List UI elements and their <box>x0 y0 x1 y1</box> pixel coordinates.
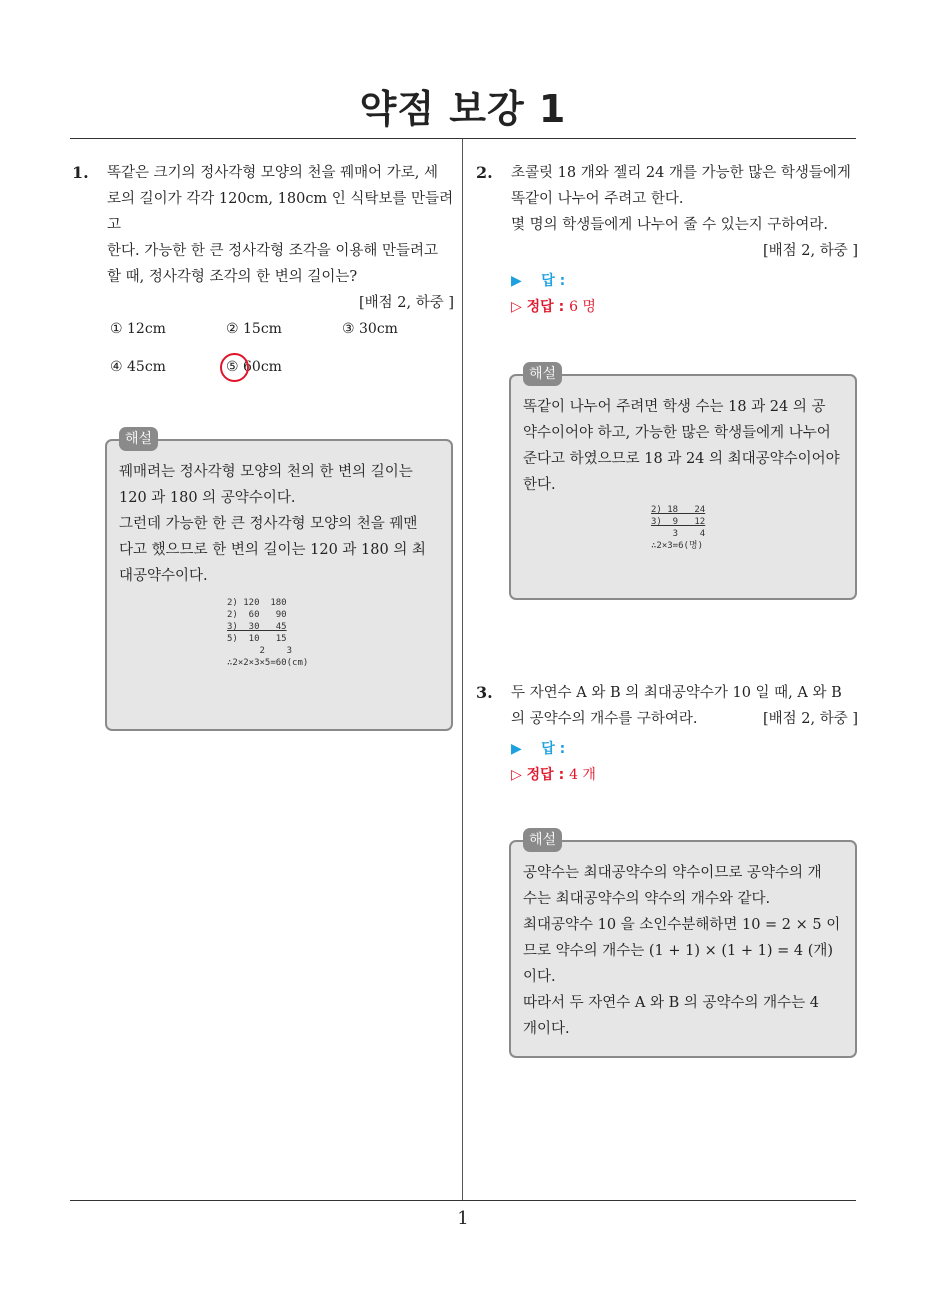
page-title: 약점 보강 1 <box>359 87 567 131</box>
bottom-divider <box>70 1200 856 1201</box>
explanation-box-1: 해설 꿰매려는 정사각형 모양의 천의 한 변의 길이는 120 과 180 의 공약수이다. 그런데 가능한 한 큰 정사각형 모양의 천을 꿰맨 다고 했으므로 한 변의 길이는 120 과 180 의 최 대공약수이다. 2) 120 180 2) 60 90 3) 30 45 5) 10 15 2 3 ∴2×2×3×5=60(cm) <box>105 439 453 731</box>
question-3 <box>476 680 858 788</box>
question-number: 1. <box>72 163 89 182</box>
answer-line: ▶ 답 : <box>511 273 566 289</box>
score-label: [배점 2, 하중 ] <box>762 243 858 259</box>
answer-area <box>511 268 858 320</box>
question-text: 두 자연수 A 와 B 의 최대공약수가 10 일 때, A 와 B 의 공약수의 개수를 구하여라. [배점 2, 하중 ] <box>511 680 858 732</box>
red-circle-icon <box>220 353 249 382</box>
play-arrow-icon: ▶ <box>511 273 522 289</box>
play-arrow-icon: ▶ <box>511 741 522 757</box>
explanation-tag: 해설 <box>119 427 158 451</box>
choice-5[interactable]: ⑤ 60cm <box>226 359 282 375</box>
question-number: 3. <box>476 683 493 702</box>
division-calculation: 2) 120 180 2) 60 90 3) 30 45 5) 10 15 2 3 ∴2×2×3×5=60(cm) <box>227 598 309 668</box>
explanation-tag: 해설 <box>523 828 562 852</box>
score-label: [배점 2, 하중 ] <box>358 295 454 311</box>
question-text: 똑같은 크기의 정사각형 모양의 천을 꿰매어 가로, 세 로의 길이가 각각 120cm, 180cm 인 식탁보를 만들려고 한다. 가능한 한 큰 정사각형 조각을 이용해 만들려고 할 때, 정사각형 조각의 한 변의 길이는? [배점 2, 하중 ] <box>107 160 454 316</box>
question-number: 2. <box>476 163 493 182</box>
correct-answer-line: ▷ 정답 : 6 명 <box>511 299 596 315</box>
explanation-box-2: 해설 똑같이 나누어 주려면 학생 수는 18 과 24 의 공 약수이어야 하고, 가능한 많은 학생들에게 나누어 준다고 하였으므로 18 과 24 의 최대공약수이어야 한다. 2) 18 24 3) 9 12 3 4 ∴2×3=6(명) <box>509 374 857 600</box>
question-text: 초콜릿 18 개와 젤리 24 개를 가능한 많은 학생들에게 똑같이 나누어 주려고 한다. 몇 명의 학생들에게 나누어 줄 수 있는지 구하여라. [배점 2, 하중 ] <box>511 160 858 264</box>
outline-arrow-icon: ▷ <box>511 299 522 315</box>
answer-area <box>511 736 858 788</box>
score-label: [배점 2, 하중 ] <box>762 711 858 727</box>
choice-1[interactable]: ① 12cm <box>110 321 166 337</box>
page-number: 1 <box>457 1208 469 1229</box>
correct-answer-value: 4 개 <box>569 767 596 783</box>
selected-choice-marker: ⑤ <box>226 359 239 375</box>
outline-arrow-icon: ▷ <box>511 767 522 783</box>
top-divider <box>70 138 856 139</box>
correct-answer-line: ▷ 정답 : 4 개 <box>511 767 596 783</box>
choice-4[interactable]: ④ 45cm <box>110 359 166 375</box>
division-calculation: 2) 18 24 3) 9 12 3 4 ∴2×3=6(명) <box>651 505 706 551</box>
choice-3[interactable]: ③ 30cm <box>342 321 398 337</box>
answer-line: ▶ 답 : <box>511 741 566 757</box>
question-1 <box>72 160 454 316</box>
column-divider <box>462 139 463 1201</box>
choice-2[interactable]: ② 15cm <box>226 321 282 337</box>
explanation-box-3: 해설 공약수는 최대공약수의 약수이므로 공약수의 개 수는 최대공약수의 약수의 개수와 같다. 최대공약수 10 을 소인수분해하면 10 = 2 × 5 이 므로 약수의 개수는 (1 + 1) × (1 + 1) = 4 (개) 이다. 따라서 두 자연수 A 와 B 의 공약수의 개수는 4 개이다. <box>509 840 857 1058</box>
explanation-tag: 해설 <box>523 362 562 386</box>
correct-answer-value: 6 명 <box>569 299 596 315</box>
question-2 <box>476 160 858 320</box>
